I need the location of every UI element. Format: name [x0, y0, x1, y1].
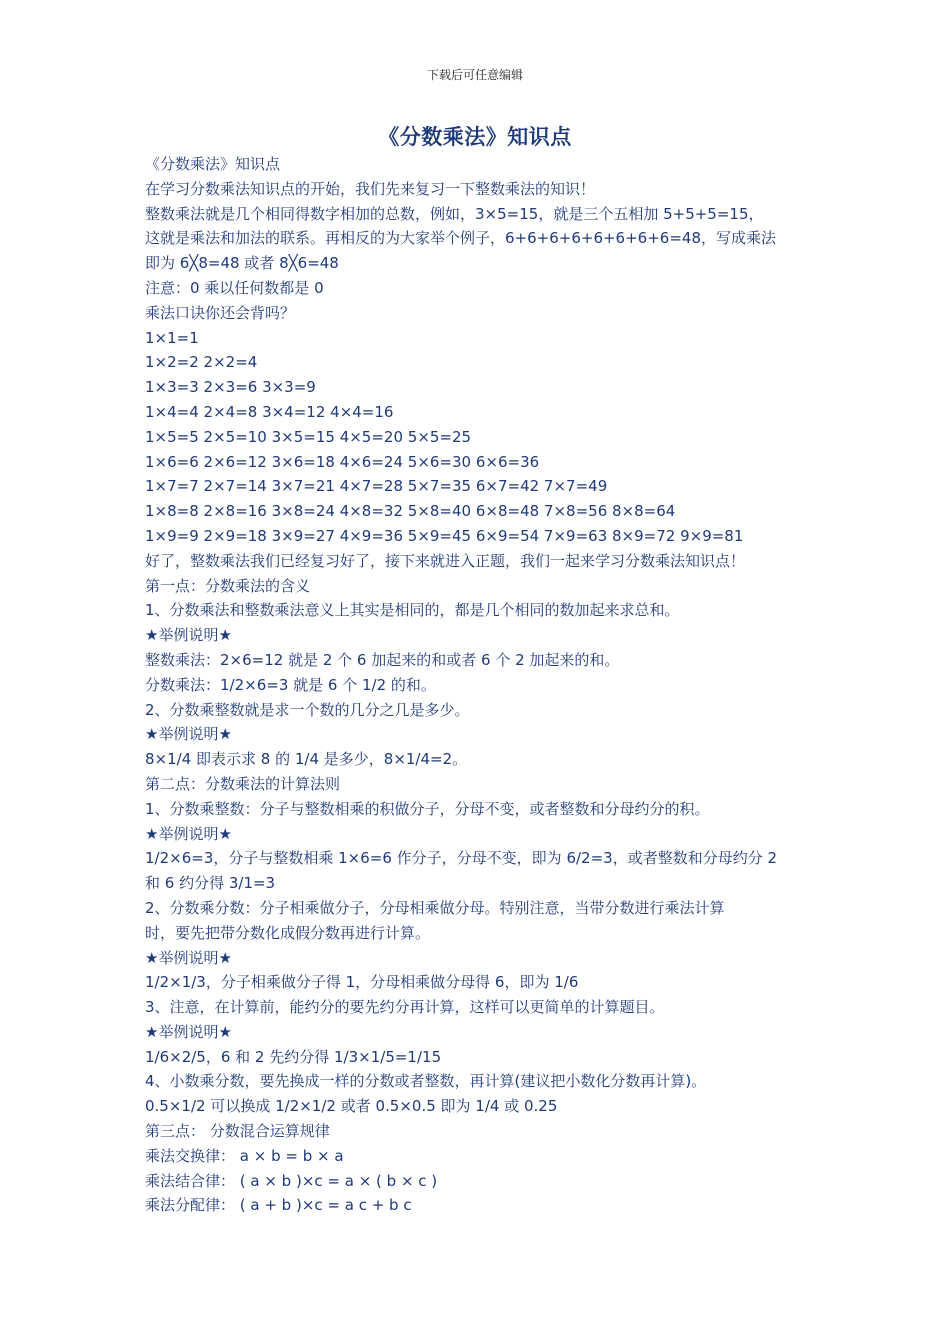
body-line: 8×1/4 即表示求 8 的 1/4 是多少，8×1/4=2。 [145, 750, 468, 769]
body-line: 4、小数乘分数，要先换成一样的分数或者整数，再计算(建议把小数化分数再计算)。 [145, 1072, 707, 1091]
body-line: 2、分数乘整数就是求一个数的几分之几是多少。 [145, 700, 470, 719]
body-line: 0.5×1/2 可以换成 1/2×1/2 或者 0.5×0.5 即为 1/4 或 0.25 [145, 1097, 558, 1116]
body-line: ★举例说明★ [145, 824, 232, 843]
body-line: 第三点： 分数混合运算规律 [145, 1122, 330, 1141]
page-title: 《分数乘法》知识点 [378, 125, 572, 149]
body-line: 1×3=3 2×3=6 3×3=9 [145, 378, 316, 397]
body-line: ★举例说明★ [145, 725, 232, 744]
body-line: 注意：0 乘以任何数都是 0 [145, 278, 324, 297]
body-line: 1×5=5 2×5=10 3×5=15 4×5=20 5×5=25 [145, 427, 472, 446]
body-line: 整数乘法就是几个相同得数字相加的总数，例如，3×5=15，就是三个五相加 5+5+5=15， [145, 204, 764, 223]
body-line: 1×4=4 2×4=8 3×4=12 4×4=16 [145, 402, 394, 421]
body-line: 1/6×2/5，6 和 2 先约分得 1/3×1/5=1/15 [145, 1047, 442, 1066]
body-line: 乘法分配律： ( a + b )×c = a c + b c [145, 1196, 412, 1215]
body-line: 1×9=9 2×9=18 3×9=27 4×9=36 5×9=45 6×9=54 7×9=63 8×9=72 9×9=81 [145, 526, 744, 545]
body-line: 乘法结合律： ( a × b )×c = a × ( b × c ) [145, 1171, 438, 1190]
body-line: 《分数乘法》知识点 [145, 155, 281, 173]
body-line: 和 6 约分得 3/1=3 [145, 874, 276, 893]
body-line: ★举例说明★ [145, 1022, 232, 1041]
body-line: 1、分数乘整数：分子与整数相乘的积做分子，分母不变，或者整数和分母约分的积。 [145, 799, 710, 818]
body-line: 在学习分数乘法知识点的开始，我们先来复习一下整数乘法的知识！ [145, 179, 596, 198]
body-line: 1×1=1 [145, 328, 199, 347]
body-line: 2、分数乘分数：分子相乘做分子，分母相乘做分母。特别注意，当带分数进行乘法计算 [145, 898, 725, 917]
body-line: 1×7=7 2×7=14 3×7=21 4×7=28 5×7=35 6×7=42 7×7=49 [145, 477, 608, 496]
body-line: 分数乘法：1/2×6=3 就是 6 个 1/2 的和。 [145, 675, 436, 694]
body-line: 乘法交换律： a × b = b × a [145, 1146, 344, 1165]
document-body [145, 152, 810, 1218]
body-line: ★举例说明★ [145, 626, 232, 645]
body-line: 整数乘法：2×6=12 就是 2 个 6 加起来的和或者 6 个 2 加起来的和。 [145, 650, 620, 669]
body-line: 1×8=8 2×8=16 3×8=24 4×8=32 5×8=40 6×8=48 7×8=56 8×8=64 [145, 502, 676, 521]
body-line: 1、分数乘法和整数乘法意义上其实是相同的，都是几个相同的数加起来求总和。 [145, 601, 680, 620]
body-line: 好了，整数乘法我们已经复习好了，接下来就进入正题，我们一起来学习分数乘法知识点！ [145, 551, 746, 570]
body-line: 3、注意，在计算前，能约分的要先约分再计算，这样可以更简单的计算题目。 [145, 998, 665, 1017]
body-line: 1/2×6=3，分子与整数相乘 1×6=6 作分子，分母不变，即为 6/2=3，或者整数和分母约分 2 [145, 849, 778, 868]
body-line: 1×2=2 2×2=4 [145, 353, 258, 372]
body-line: 第二点：分数乘法的计算法则 [145, 774, 341, 793]
body-line: 即为 6╳8=48 或者 8╳6=48 [145, 254, 339, 273]
body-line: ★举例说明★ [145, 948, 232, 967]
header-note: 下载后可任意编辑 [426, 68, 523, 82]
body-line: 乘法口诀你还会背吗？ [145, 303, 296, 322]
body-line: 1/2×1/3，分子相乘做分子得 1，分母相乘做分母得 6，即为 1/6 [145, 973, 579, 992]
body-line: 这就是乘法和加法的联系。再相反的为大家举个例子，6+6+6+6+6+6+6+6=48，写成乘法 [145, 229, 776, 248]
body-line: 第一点：分数乘法的含义 [145, 576, 311, 595]
body-line: 时，要先把带分数化成假分数再进行计算。 [145, 923, 431, 942]
body-line: 1×6=6 2×6=12 3×6=18 4×6=24 5×6=30 6×6=36 [145, 452, 540, 471]
